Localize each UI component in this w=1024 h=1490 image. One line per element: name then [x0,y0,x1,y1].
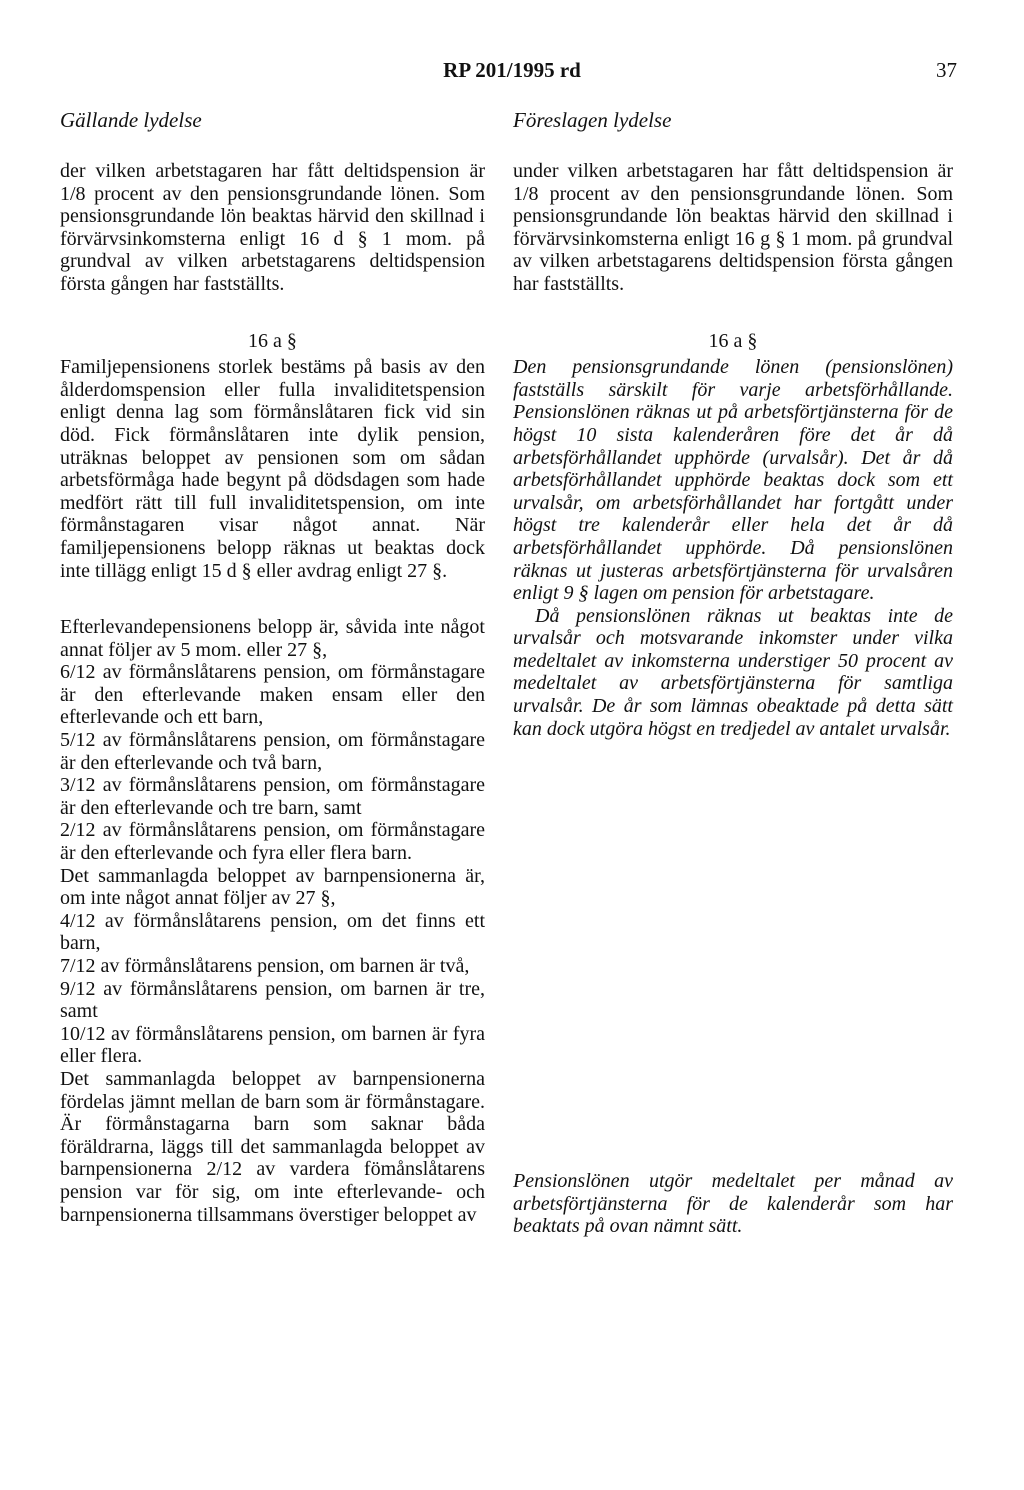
right-paragraph: Pensionslönen utgör medeltalet per månad av arbetsförtjänsterna för de kalenderår som har beaktats på ovan nämnt sätt. [513,1170,953,1238]
left-paragraph: 2/12 av förmånslåtarens pension, om förmånstagare är den efterlevande och fyra eller flera barn. [60,819,485,865]
left-paragraph: 5/12 av förmånslåtarens pension, om förmånstagare är den efterlevande och två barn, [60,729,485,774]
right-paragraph: Den pensionsgrundande lönen (pensionslönen) fastställs särskilt för varje arbetsförhållande. Pensionslönen räknas ut på arbetsförtjänsterna för de högst 10 sista kalenderåren före det år då arbetsförhållandet upphörde (urvalsår). Det år då arbetsförhållandet upphörde beaktas dock som ett urvalsår, om arbetsförhållandet har fortgått under högst tre kalenderår eller hela det år då arbetsförhållandet upphörde. Då pensionslönen räknas ut justeras arbetsförtjänsterna för urvalsåren enligt 9 § lagen om pension för arbetstagare. [513,356,953,605]
right-paragraph: under vilken arbetstagaren har fått deltidspension är 1/8 procent av den pensionsgrundande lönen. Som pensionsgrundande lön beaktas härvid den skillnad i förvärvsinkomsterna enligt 16 g § 1 mom. på grundval av vilken arbetstagarens deltidspension första gången har fastställts. [513,160,953,295]
proposed-text-final-paragraph-block [513,1170,953,1238]
left-paragraph: Familjepensionens storlek bestäms på basis av den ålderdomspension eller fulla invaliditetspension enligt denna lag som förmånslåtaren fick vid sin död. Fick förmånslåtaren inte dylik pension, uträknas beloppet av pensionen som om sådan arbetsförmåga hade begynt på dödsdagen som hade medfört rätt till full invaliditetspension, om inte förmånstagaren visar något annat. När familjepensionens belopp räknas ut beaktas dock inte tillägg enligt 15 d § eller avdrag enligt 27 §. [60,356,485,582]
left-paragraph: 4/12 av förmånslåtarens pension, om det finns ett barn, [60,909,485,955]
right-section-heading: 16 a § [708,329,758,352]
right-column-heading: Föreslagen lydelse [513,108,672,132]
current-text-column [60,160,485,1226]
left-paragraph: Det sammanlagda beloppet av barnpensionerna fördelas jämnt mellan de barn som är förmånstagare. Är förmånstagarna barn som saknar båda föräldrarna, läggs till det sammanlagda beloppet av barnpensionerna 2/12 av vardera fömånslåtarens pension var för sig, om inte efterlevande- och barnpensionerna tillsammans överstiger beloppet av [60,1067,485,1226]
left-paragraph: 6/12 av förmånslåtarens pension, om förmånstagare är den efterlevande maken ensam eller den efterlevande och ett barn, [60,661,485,729]
left-paragraph: Det sammanlagda beloppet av barnpensionerna är, om inte något annat följer av 27 §, [60,864,485,910]
page-number: 37 [936,58,957,82]
left-paragraph: 10/12 av förmånslåtarens pension, om barnen är fyra eller flera. [60,1022,485,1068]
left-paragraph: Efterlevandepensionens belopp är, såvida inte något annat följer av 5 mom. eller 27 §, [60,616,485,661]
right-paragraph: Då pensionslönen räknas ut beaktas inte de urvalsår och motsvarande inkomster under vilka medeltalet av inkomsterna understiger 50 procent av medeltalet av arbetsförtjänsterna för samtliga urvalsår. De år som lämnas obeaktade på detta sätt kan dock utgöra högst en tredjedel av antalet urvalsår. [513,604,953,740]
left-column-heading: Gällande lydelse [60,108,202,132]
left-paragraph: 7/12 av förmånslåtarens pension, om barnen är två, [60,955,470,977]
proposed-text-column [513,160,953,740]
page-header-title: RP 201/1995 rd [443,58,581,82]
left-paragraph: 9/12 av förmånslåtarens pension, om barnen är tre, samt [60,977,485,1023]
left-paragraph: der vilken arbetstagaren har fått deltidspension är 1/8 procent av den pensionsgrundande lönen. Som pensionsgrundande lön beaktas härvid den skillnad i förvärvsinkomsterna enligt 16 d § 1 mom. på grundval av vilken arbetstagarens deltidspension första gången har fastställts. [60,160,485,295]
left-paragraph: 3/12 av förmånslåtarens pension, om förmånstagare är den efterlevande och tre barn, samt [60,774,485,819]
left-section-heading: 16 a § [248,329,297,352]
